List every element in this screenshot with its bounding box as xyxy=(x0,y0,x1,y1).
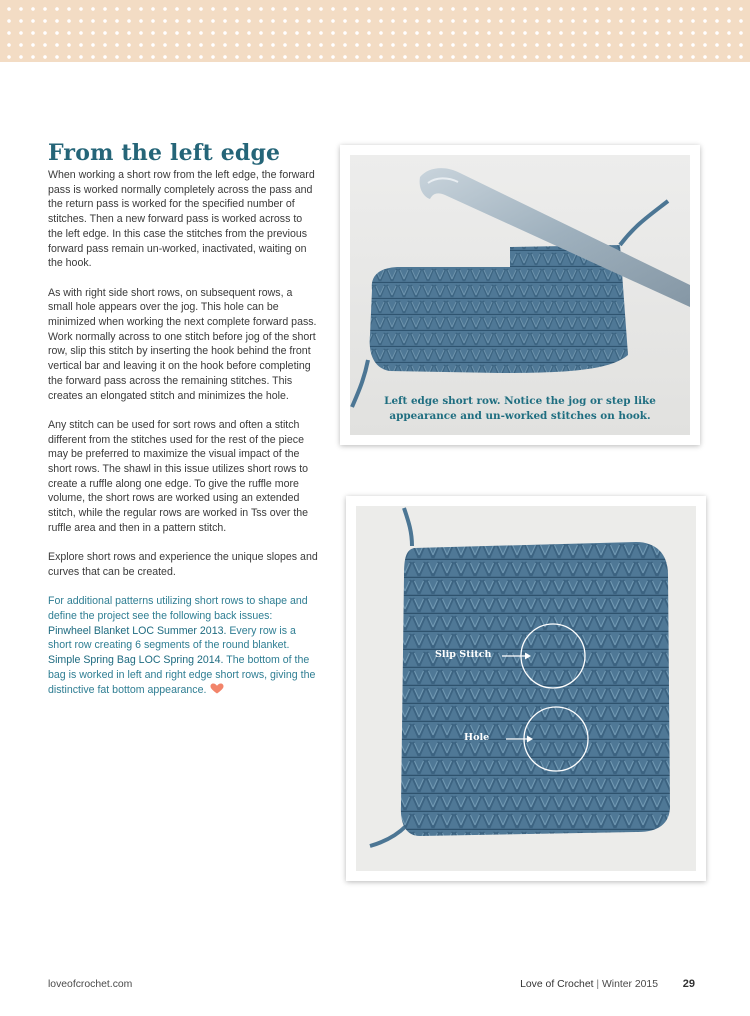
paragraph-2: As with right side short rows, on subsequent rows, a small hole appears over the jog. This hole can be minimized when working the next complete forward pass. Work normally across to one stitch before jog of the short row, slip this stitch by inserting the hook behind the front vertical bar and leaving it on the hook before completing the forward pass across the remaining stitches. This creates an elongated stitch and minimizes the hole. xyxy=(48,286,317,402)
back-issue-title-2: Simple Spring Bag LOC Spring 2014. xyxy=(48,654,224,667)
back-issue-text-1: Every row is a short row creating 6 segments of the round blanket. xyxy=(48,624,296,652)
photo-slip-stitch-hole xyxy=(346,496,706,881)
hole-label: Hole xyxy=(464,732,490,743)
paragraph-1: When working a short row from the left edge, the forward pass is worked normally completely across the pass and the return pass is worked for the specified number of stitches. Then a new forward pass is worked across to the left edge. In this case the stitches from the previous forward pass remain un-worked, inactivated, waiting on the hook. xyxy=(48,169,315,270)
annotation-overlay xyxy=(346,496,706,881)
additional-intro: For additional patterns utilizing short rows to shape and define the project see the following back issues: xyxy=(48,595,308,623)
footer-separator: | xyxy=(593,979,602,990)
article-body xyxy=(48,168,318,697)
footer-issue-date: Winter 2015 xyxy=(601,979,658,990)
heart-icon xyxy=(210,683,224,694)
slip-stitch-arrow-icon xyxy=(525,653,531,660)
slip-stitch-label: Slip Stitch xyxy=(435,649,492,660)
paragraph-4: Explore short rows and experience the unique slopes and curves that can be created. xyxy=(48,551,318,578)
photo-caption xyxy=(350,394,690,423)
paragraph-3: Any stitch can be used for sort rows and often a stitch different from the stitches used for the rest of the piece may be preferred to maximize the visual impact of the short rows. The shawl in this issue utilizes short rows to create a ruffle along one edge. To give the ruffle more volume, the short rows are worked using an extended stitch, while the regular rows are worked in Tss over the ruffle area and then in a pattern stitch. xyxy=(48,418,309,534)
photo-left-edge-short-row xyxy=(340,145,700,445)
back-issue-title-1: Pinwheel Blanket LOC Summer 2013. xyxy=(48,624,227,637)
footer-issue xyxy=(520,979,658,990)
crochet-swatch-hook-illustration xyxy=(350,155,690,435)
caption-line-1: Left edge short row. Notice the jog or step like xyxy=(384,395,656,407)
caption-line-2: appearance and un-worked stitches on hook. xyxy=(389,409,651,422)
hole-highlight-circle xyxy=(524,707,588,771)
photo-image-1 xyxy=(350,155,690,435)
footer-magazine: Love of Crochet xyxy=(520,979,594,990)
footer-website: loveofcrochet.com xyxy=(48,979,133,990)
polka-dot-header-band xyxy=(0,0,750,62)
back-issue-text-2: The bottom of the bag is worked in left and right edge short rows, giving the distinctive fat bottom appearance. xyxy=(48,654,316,696)
hole-arrow-icon xyxy=(527,736,533,743)
section-heading: From the left edge xyxy=(48,140,281,166)
additional-patterns xyxy=(48,594,318,697)
page-number: 29 xyxy=(682,978,695,990)
